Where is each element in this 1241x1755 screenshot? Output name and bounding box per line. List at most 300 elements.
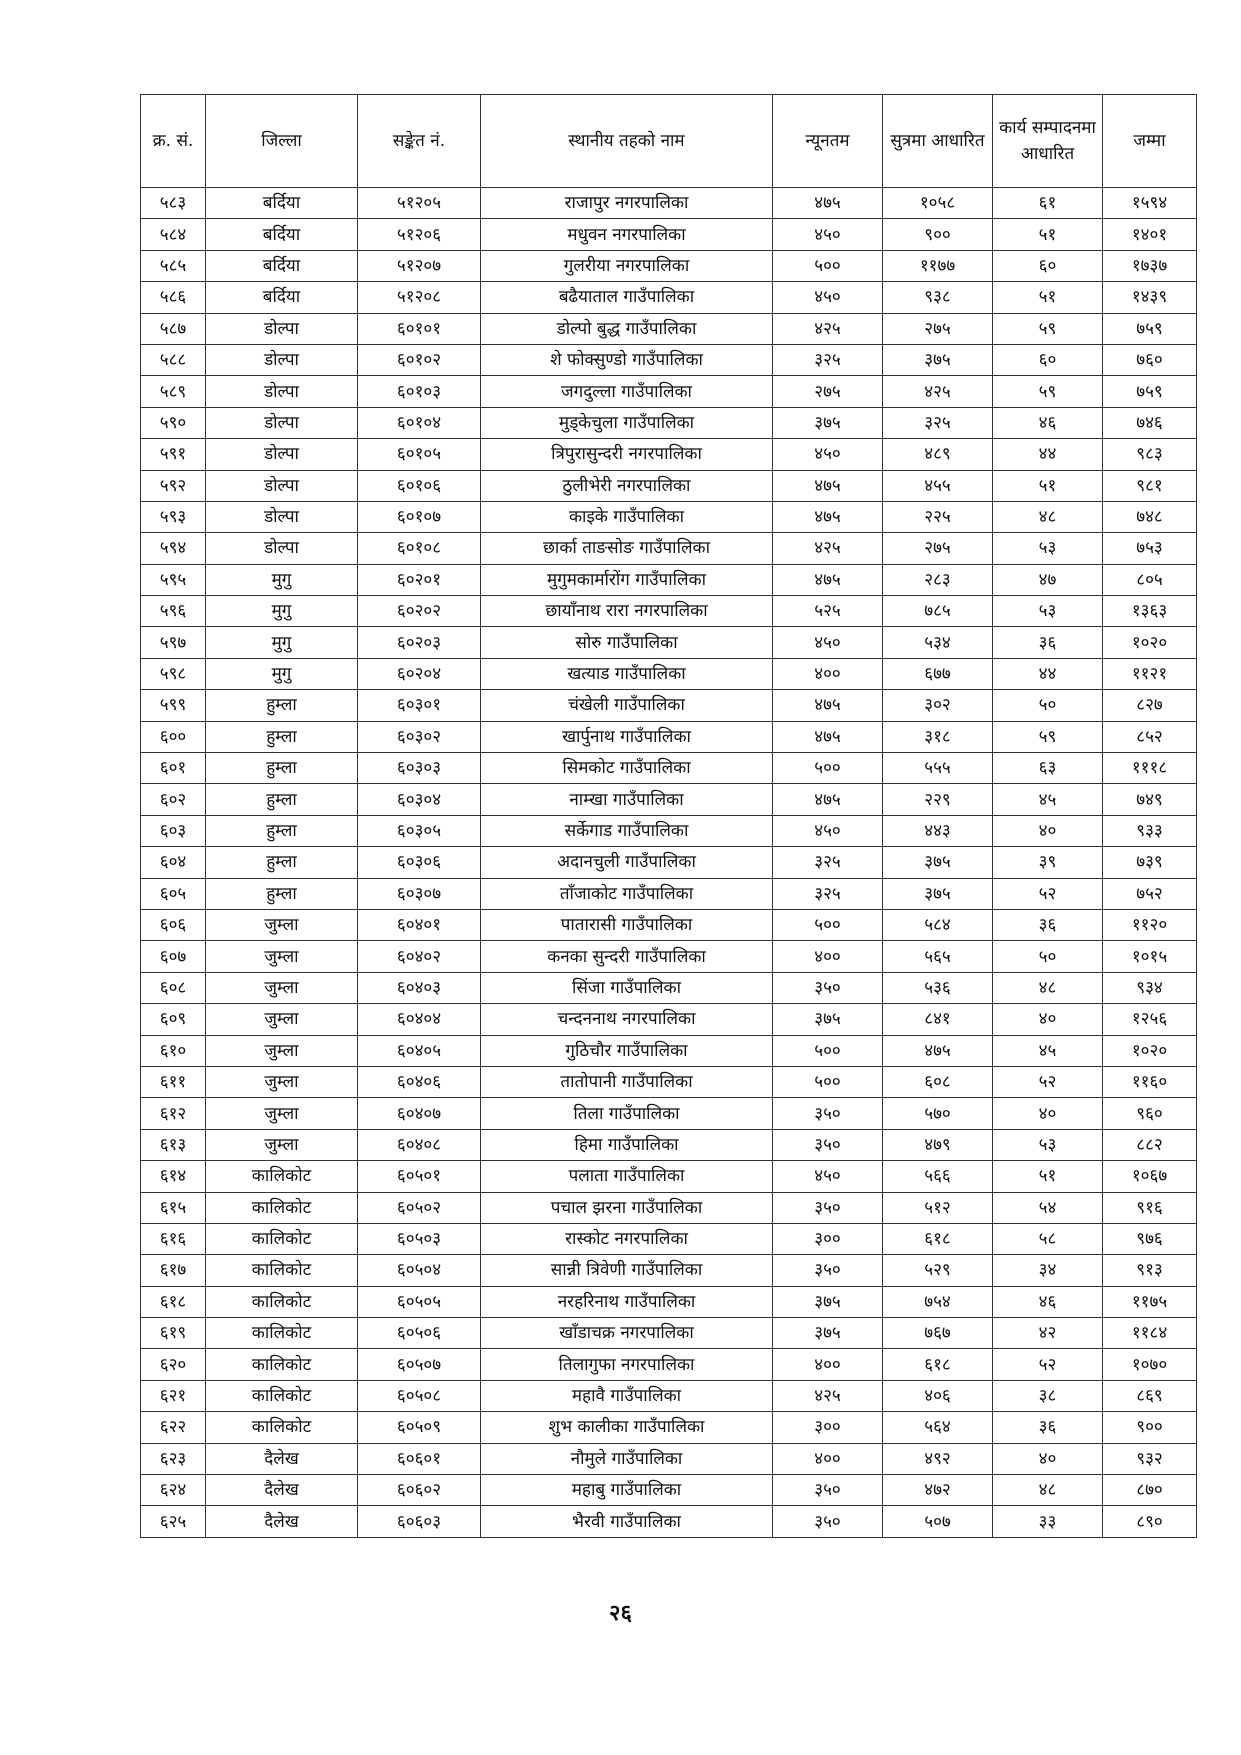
district-cell: मुगु bbox=[206, 658, 358, 689]
performance-based-cell: ३६ bbox=[993, 627, 1103, 658]
performance-based-cell: ४६ bbox=[993, 1286, 1103, 1317]
serial-cell: ६२५ bbox=[141, 1506, 206, 1537]
code-cell: ६०३०१ bbox=[358, 690, 481, 721]
code-cell: ६०२०२ bbox=[358, 596, 481, 627]
formula-based-cell: ५१२ bbox=[883, 1192, 993, 1223]
formula-based-cell: ९३८ bbox=[883, 282, 993, 313]
formula-based-cell: ५६४ bbox=[883, 1412, 993, 1443]
total-cell: ९१३ bbox=[1103, 1255, 1197, 1286]
performance-based-cell: ६३ bbox=[993, 753, 1103, 784]
local-level-name-cell: मधुवन नगरपालिका bbox=[481, 219, 773, 250]
local-level-name-cell: पचाल झरना गाउँपालिका bbox=[481, 1192, 773, 1223]
code-cell: ६०३०४ bbox=[358, 784, 481, 815]
col-header-local-level-name: स्थानीय तहको नाम bbox=[481, 95, 773, 188]
local-level-name-cell: चंखेली गाउँपालिका bbox=[481, 690, 773, 721]
col-header-code: सङ्केत नं. bbox=[358, 95, 481, 188]
formula-based-cell: ४४३ bbox=[883, 815, 993, 846]
code-cell: ५१२०६ bbox=[358, 219, 481, 250]
code-cell: ६०५०१ bbox=[358, 1161, 481, 1192]
formula-based-cell: ५३४ bbox=[883, 627, 993, 658]
serial-cell: ६०९ bbox=[141, 1004, 206, 1035]
code-cell: ६०४०३ bbox=[358, 972, 481, 1003]
table-row bbox=[141, 878, 1197, 909]
local-level-name-cell: ठुलीभेरी नगरपालिका bbox=[481, 470, 773, 501]
total-cell: १०२० bbox=[1103, 627, 1197, 658]
table-row bbox=[141, 344, 1197, 375]
district-cell: डोल्पा bbox=[206, 501, 358, 532]
table-row bbox=[141, 470, 1197, 501]
minimum-cell: ३५० bbox=[773, 972, 883, 1003]
formula-based-cell: २२९ bbox=[883, 784, 993, 815]
district-cell: बर्दिया bbox=[206, 188, 358, 219]
code-cell: ६०३०२ bbox=[358, 721, 481, 752]
serial-cell: ६१९ bbox=[141, 1318, 206, 1349]
total-cell: ८७० bbox=[1103, 1475, 1197, 1506]
formula-based-cell: ५६६ bbox=[883, 1161, 993, 1192]
minimum-cell: ३२५ bbox=[773, 344, 883, 375]
minimum-cell: ३७५ bbox=[773, 1286, 883, 1317]
minimum-cell: ३५० bbox=[773, 1506, 883, 1537]
formula-based-cell: ७६७ bbox=[883, 1318, 993, 1349]
code-cell: ६०१०५ bbox=[358, 439, 481, 470]
code-cell: ६०१०२ bbox=[358, 344, 481, 375]
code-cell: ६०५०३ bbox=[358, 1223, 481, 1254]
local-level-name-cell: मुगुमकार्मारोंग गाउँपालिका bbox=[481, 564, 773, 595]
performance-based-cell: ४८ bbox=[993, 972, 1103, 1003]
local-level-name-cell: त्रिपुरासुन्दरी नगरपालिका bbox=[481, 439, 773, 470]
code-cell: ५१२०७ bbox=[358, 250, 481, 281]
table-row bbox=[141, 1004, 1197, 1035]
formula-based-cell: २२५ bbox=[883, 501, 993, 532]
minimum-cell: २७५ bbox=[773, 376, 883, 407]
district-cell: कालिकोट bbox=[206, 1380, 358, 1411]
formula-based-cell: ३७५ bbox=[883, 344, 993, 375]
minimum-cell: ४७५ bbox=[773, 501, 883, 532]
local-level-name-cell: खाँडाचक्र नगरपालिका bbox=[481, 1318, 773, 1349]
total-cell: ७५९ bbox=[1103, 376, 1197, 407]
table-row bbox=[141, 501, 1197, 532]
district-cell: मुगु bbox=[206, 564, 358, 595]
performance-based-cell: ५९ bbox=[993, 376, 1103, 407]
minimum-cell: ४०० bbox=[773, 1349, 883, 1380]
district-cell: हुम्ला bbox=[206, 721, 358, 752]
local-level-name-cell: ताँजाकोट गाउँपालिका bbox=[481, 878, 773, 909]
district-cell: जुम्ला bbox=[206, 1098, 358, 1129]
serial-cell: ५९२ bbox=[141, 470, 206, 501]
minimum-cell: ३५० bbox=[773, 1255, 883, 1286]
minimum-cell: ४५० bbox=[773, 439, 883, 470]
formula-based-cell: ५३६ bbox=[883, 972, 993, 1003]
col-header-minimum: न्यूनतम bbox=[773, 95, 883, 188]
formula-based-cell: ४७२ bbox=[883, 1475, 993, 1506]
minimum-cell: ४७५ bbox=[773, 564, 883, 595]
total-cell: ७५९ bbox=[1103, 313, 1197, 344]
serial-cell: ६०१ bbox=[141, 753, 206, 784]
serial-cell: ५९५ bbox=[141, 564, 206, 595]
minimum-cell: ४५० bbox=[773, 1161, 883, 1192]
minimum-cell: ४७५ bbox=[773, 784, 883, 815]
performance-based-cell: ३६ bbox=[993, 909, 1103, 940]
formula-based-cell: ४५५ bbox=[883, 470, 993, 501]
formula-based-cell: ५७० bbox=[883, 1098, 993, 1129]
total-cell: १११८ bbox=[1103, 753, 1197, 784]
local-level-name-cell: राजापुर नगरपालिका bbox=[481, 188, 773, 219]
code-cell: ६०४०५ bbox=[358, 1035, 481, 1066]
total-cell: ८९० bbox=[1103, 1506, 1197, 1537]
serial-cell: ६११ bbox=[141, 1066, 206, 1097]
total-cell: ९१६ bbox=[1103, 1192, 1197, 1223]
total-cell: ९६० bbox=[1103, 1098, 1197, 1129]
minimum-cell: ३२५ bbox=[773, 878, 883, 909]
code-cell: ६०४०७ bbox=[358, 1098, 481, 1129]
formula-based-cell: ३२५ bbox=[883, 407, 993, 438]
code-cell: ६०१०८ bbox=[358, 533, 481, 564]
total-cell: ९३२ bbox=[1103, 1443, 1197, 1474]
local-level-name-cell: डोल्पो बुद्ध गाउँपालिका bbox=[481, 313, 773, 344]
minimum-cell: ४०० bbox=[773, 941, 883, 972]
table-row bbox=[141, 1475, 1197, 1506]
code-cell: ६०१०३ bbox=[358, 376, 481, 407]
total-cell: ९३४ bbox=[1103, 972, 1197, 1003]
formula-based-cell: ११७७ bbox=[883, 250, 993, 281]
code-cell: ६०२०४ bbox=[358, 658, 481, 689]
code-cell: ६०६०२ bbox=[358, 1475, 481, 1506]
local-level-name-cell: काइके गाउँपालिका bbox=[481, 501, 773, 532]
code-cell: ६०३०७ bbox=[358, 878, 481, 909]
local-level-name-cell: शुभ कालीका गाउँपालिका bbox=[481, 1412, 773, 1443]
local-level-name-cell: छायाँनाथ रारा नगरपालिका bbox=[481, 596, 773, 627]
table-row bbox=[141, 219, 1197, 250]
minimum-cell: ३५० bbox=[773, 1098, 883, 1129]
table-row bbox=[141, 1443, 1197, 1474]
table-row bbox=[141, 250, 1197, 281]
minimum-cell: ५०० bbox=[773, 1035, 883, 1066]
total-cell: १३६३ bbox=[1103, 596, 1197, 627]
formula-based-cell: ३१८ bbox=[883, 721, 993, 752]
code-cell: ६०३०५ bbox=[358, 815, 481, 846]
code-cell: ५१२०८ bbox=[358, 282, 481, 313]
serial-cell: ५८३ bbox=[141, 188, 206, 219]
table-row bbox=[141, 815, 1197, 846]
performance-based-cell: ६० bbox=[993, 344, 1103, 375]
table-row bbox=[141, 1255, 1197, 1286]
code-cell: ६०५०६ bbox=[358, 1318, 481, 1349]
table-row bbox=[141, 1318, 1197, 1349]
code-cell: ६०१०६ bbox=[358, 470, 481, 501]
local-level-name-cell: तिला गाउँपालिका bbox=[481, 1098, 773, 1129]
serial-cell: ५९७ bbox=[141, 627, 206, 658]
minimum-cell: ३०० bbox=[773, 1412, 883, 1443]
serial-cell: ६०० bbox=[141, 721, 206, 752]
performance-based-cell: ६१ bbox=[993, 188, 1103, 219]
total-cell: ९८३ bbox=[1103, 439, 1197, 470]
local-level-name-cell: सिमकोट गाउँपालिका bbox=[481, 753, 773, 784]
local-level-name-cell: कनका सुन्दरी गाउँपालिका bbox=[481, 941, 773, 972]
local-level-name-cell: मुड्केचुला गाउँपालिका bbox=[481, 407, 773, 438]
minimum-cell: ४५० bbox=[773, 815, 883, 846]
district-cell: कालिकोट bbox=[206, 1223, 358, 1254]
local-level-name-cell: छार्का ताङसोङ गाउँपालिका bbox=[481, 533, 773, 564]
formula-based-cell: ५८४ bbox=[883, 909, 993, 940]
code-cell: ६०२०३ bbox=[358, 627, 481, 658]
serial-cell: ६२० bbox=[141, 1349, 206, 1380]
local-level-name-cell: बढैयाताल गाउँपालिका bbox=[481, 282, 773, 313]
district-cell: कालिकोट bbox=[206, 1318, 358, 1349]
local-level-name-cell: खार्पुनाथ गाउँपालिका bbox=[481, 721, 773, 752]
code-cell: ५१२०५ bbox=[358, 188, 481, 219]
minimum-cell: ३५० bbox=[773, 1192, 883, 1223]
code-cell: ६०५०७ bbox=[358, 1349, 481, 1380]
district-cell: डोल्पा bbox=[206, 376, 358, 407]
minimum-cell: ४७५ bbox=[773, 188, 883, 219]
col-header-total: जम्मा bbox=[1103, 95, 1197, 188]
formula-based-cell: ४७९ bbox=[883, 1129, 993, 1160]
local-level-name-cell: तिलागुफा नगरपालिका bbox=[481, 1349, 773, 1380]
total-cell: ११६० bbox=[1103, 1066, 1197, 1097]
serial-cell: ५८९ bbox=[141, 376, 206, 407]
performance-based-cell: ५० bbox=[993, 941, 1103, 972]
minimum-cell: ३२५ bbox=[773, 847, 883, 878]
district-cell: कालिकोट bbox=[206, 1412, 358, 1443]
local-level-name-cell: रास्कोट नगरपालिका bbox=[481, 1223, 773, 1254]
total-cell: ७५२ bbox=[1103, 878, 1197, 909]
performance-based-cell: ५९ bbox=[993, 313, 1103, 344]
performance-based-cell: ४४ bbox=[993, 439, 1103, 470]
performance-based-cell: ५२ bbox=[993, 878, 1103, 909]
total-cell: १०७० bbox=[1103, 1349, 1197, 1380]
performance-based-cell: ५४ bbox=[993, 1192, 1103, 1223]
serial-cell: ५९४ bbox=[141, 533, 206, 564]
formula-based-cell: ४०६ bbox=[883, 1380, 993, 1411]
total-cell: ८०५ bbox=[1103, 564, 1197, 595]
formula-based-cell: ५६५ bbox=[883, 941, 993, 972]
performance-based-cell: ५० bbox=[993, 690, 1103, 721]
serial-cell: ५८८ bbox=[141, 344, 206, 375]
performance-based-cell: ५२ bbox=[993, 1066, 1103, 1097]
formula-based-cell: ९०० bbox=[883, 219, 993, 250]
table-row bbox=[141, 564, 1197, 595]
minimum-cell: ४७५ bbox=[773, 470, 883, 501]
local-level-name-cell: सोरु गाउँपालिका bbox=[481, 627, 773, 658]
table-row bbox=[141, 282, 1197, 313]
local-level-name-cell: गुलरीया नगरपालिका bbox=[481, 250, 773, 281]
performance-based-cell: ४८ bbox=[993, 1475, 1103, 1506]
serial-cell: ६२२ bbox=[141, 1412, 206, 1443]
local-level-name-cell: महाबु गाउँपालिका bbox=[481, 1475, 773, 1506]
table-row bbox=[141, 1506, 1197, 1537]
serial-cell: ६१३ bbox=[141, 1129, 206, 1160]
formula-based-cell: ५२९ bbox=[883, 1255, 993, 1286]
table-row bbox=[141, 941, 1197, 972]
total-cell: ८८२ bbox=[1103, 1129, 1197, 1160]
table-row bbox=[141, 721, 1197, 752]
performance-based-cell: ४० bbox=[993, 815, 1103, 846]
minimum-cell: ४५० bbox=[773, 219, 883, 250]
total-cell: १४३९ bbox=[1103, 282, 1197, 313]
table-row bbox=[141, 1380, 1197, 1411]
table-row bbox=[141, 784, 1197, 815]
table-row bbox=[141, 1066, 1197, 1097]
formula-based-cell: ७५४ bbox=[883, 1286, 993, 1317]
performance-based-cell: ४५ bbox=[993, 1035, 1103, 1066]
serial-cell: ६०६ bbox=[141, 909, 206, 940]
formula-based-cell: ६१८ bbox=[883, 1349, 993, 1380]
formula-based-cell: ४९२ bbox=[883, 1443, 993, 1474]
district-cell: कालिकोट bbox=[206, 1286, 358, 1317]
table-row bbox=[141, 1098, 1197, 1129]
district-cell: डोल्पा bbox=[206, 344, 358, 375]
minimum-cell: ४२५ bbox=[773, 533, 883, 564]
local-level-name-cell: भैरवी गाउँपालिका bbox=[481, 1506, 773, 1537]
serial-cell: ६१२ bbox=[141, 1098, 206, 1129]
district-cell: कालिकोट bbox=[206, 1161, 358, 1192]
table-row bbox=[141, 1286, 1197, 1317]
performance-based-cell: ५३ bbox=[993, 596, 1103, 627]
code-cell: ६०४०८ bbox=[358, 1129, 481, 1160]
total-cell: ७४६ bbox=[1103, 407, 1197, 438]
total-cell: ७४९ bbox=[1103, 784, 1197, 815]
total-cell: १४०१ bbox=[1103, 219, 1197, 250]
district-cell: बर्दिया bbox=[206, 219, 358, 250]
code-cell: ६०६०१ bbox=[358, 1443, 481, 1474]
table-row bbox=[141, 1129, 1197, 1160]
page-number: २६ bbox=[609, 1601, 632, 1626]
performance-based-cell: ५१ bbox=[993, 470, 1103, 501]
district-cell: बर्दिया bbox=[206, 250, 358, 281]
table-row bbox=[141, 313, 1197, 344]
serial-cell: ५८५ bbox=[141, 250, 206, 281]
table-row bbox=[141, 1035, 1197, 1066]
district-cell: डोल्पा bbox=[206, 533, 358, 564]
col-header-district: जिल्ला bbox=[206, 95, 358, 188]
serial-cell: ५८६ bbox=[141, 282, 206, 313]
total-cell: ७३९ bbox=[1103, 847, 1197, 878]
local-level-name-cell: महावै गाउँपालिका bbox=[481, 1380, 773, 1411]
code-cell: ६०४०६ bbox=[358, 1066, 481, 1097]
serial-cell: ५९८ bbox=[141, 658, 206, 689]
performance-based-cell: ४७ bbox=[993, 564, 1103, 595]
serial-cell: ६१६ bbox=[141, 1223, 206, 1254]
formula-based-cell: ६१८ bbox=[883, 1223, 993, 1254]
serial-cell: ६१७ bbox=[141, 1255, 206, 1286]
total-cell: ११७५ bbox=[1103, 1286, 1197, 1317]
total-cell: ११२० bbox=[1103, 909, 1197, 940]
serial-cell: ५९९ bbox=[141, 690, 206, 721]
performance-based-cell: ४२ bbox=[993, 1318, 1103, 1349]
performance-based-cell: ४० bbox=[993, 1443, 1103, 1474]
performance-based-cell: ३३ bbox=[993, 1506, 1103, 1537]
formula-based-cell: ४२५ bbox=[883, 376, 993, 407]
minimum-cell: ४५० bbox=[773, 627, 883, 658]
table-header-row bbox=[141, 95, 1197, 188]
serial-cell: ६०४ bbox=[141, 847, 206, 878]
minimum-cell: ३७५ bbox=[773, 1004, 883, 1035]
district-cell: बर्दिया bbox=[206, 282, 358, 313]
local-level-name-cell: हिमा गाउँपालिका bbox=[481, 1129, 773, 1160]
formula-based-cell: ४८९ bbox=[883, 439, 993, 470]
code-cell: ६०३०३ bbox=[358, 753, 481, 784]
minimum-cell: ३५० bbox=[773, 1475, 883, 1506]
district-cell: कालिकोट bbox=[206, 1192, 358, 1223]
serial-cell: ५८७ bbox=[141, 313, 206, 344]
formula-based-cell: २७५ bbox=[883, 313, 993, 344]
minimum-cell: ४०० bbox=[773, 658, 883, 689]
local-level-name-cell: पातारासी गाउँपालिका bbox=[481, 909, 773, 940]
local-level-name-cell: नाम्खा गाउँपालिका bbox=[481, 784, 773, 815]
total-cell: १०६७ bbox=[1103, 1161, 1197, 1192]
minimum-cell: ३५० bbox=[773, 1129, 883, 1160]
minimum-cell: ४७५ bbox=[773, 690, 883, 721]
formula-based-cell: ३०२ bbox=[883, 690, 993, 721]
district-cell: हुम्ला bbox=[206, 784, 358, 815]
district-cell: मुगु bbox=[206, 596, 358, 627]
formula-based-cell: ६७७ bbox=[883, 658, 993, 689]
table-row bbox=[141, 658, 1197, 689]
district-cell: मुगु bbox=[206, 627, 358, 658]
serial-cell: ६१४ bbox=[141, 1161, 206, 1192]
local-level-name-cell: नरहरिनाथ गाउँपालिका bbox=[481, 1286, 773, 1317]
district-cell: कालिकोट bbox=[206, 1349, 358, 1380]
district-cell: दैलेख bbox=[206, 1475, 358, 1506]
code-cell: ६०३०६ bbox=[358, 847, 481, 878]
performance-based-cell: ४० bbox=[993, 1004, 1103, 1035]
local-level-name-cell: नौमुले गाउँपालिका bbox=[481, 1443, 773, 1474]
table-row bbox=[141, 972, 1197, 1003]
performance-based-cell: ३९ bbox=[993, 847, 1103, 878]
table-row bbox=[141, 690, 1197, 721]
performance-based-cell: ५१ bbox=[993, 282, 1103, 313]
table-row bbox=[141, 847, 1197, 878]
local-level-name-cell: चन्दननाथ नगरपालिका bbox=[481, 1004, 773, 1035]
formula-based-cell: ३७५ bbox=[883, 847, 993, 878]
minimum-cell: ४०० bbox=[773, 1443, 883, 1474]
district-cell: दैलेख bbox=[206, 1443, 358, 1474]
table-row bbox=[141, 753, 1197, 784]
total-cell: ११२१ bbox=[1103, 658, 1197, 689]
local-level-name-cell: सर्केगाड गाउँपालिका bbox=[481, 815, 773, 846]
district-cell: दैलेख bbox=[206, 1506, 358, 1537]
table-row bbox=[141, 533, 1197, 564]
minimum-cell: ५०० bbox=[773, 909, 883, 940]
total-cell: १०२० bbox=[1103, 1035, 1197, 1066]
performance-based-cell: ५१ bbox=[993, 219, 1103, 250]
minimum-cell: ४५० bbox=[773, 282, 883, 313]
minimum-cell: ४७५ bbox=[773, 721, 883, 752]
formula-based-cell: १०५८ bbox=[883, 188, 993, 219]
performance-based-cell: ५२ bbox=[993, 1349, 1103, 1380]
performance-based-cell: ४० bbox=[993, 1098, 1103, 1129]
serial-cell: ६१८ bbox=[141, 1286, 206, 1317]
table-row bbox=[141, 188, 1197, 219]
minimum-cell: ३७५ bbox=[773, 1318, 883, 1349]
col-header-performance-based: कार्य सम्पादनमा आधारित bbox=[993, 95, 1103, 188]
local-level-name-cell: अदानचुली गाउँपालिका bbox=[481, 847, 773, 878]
local-level-name-cell: सिंजा गाउँपालिका bbox=[481, 972, 773, 1003]
table-row bbox=[141, 596, 1197, 627]
serial-cell: ६०५ bbox=[141, 878, 206, 909]
district-cell: जुम्ला bbox=[206, 1004, 358, 1035]
performance-based-cell: ४८ bbox=[993, 501, 1103, 532]
total-cell: ९८१ bbox=[1103, 470, 1197, 501]
total-cell: १७३७ bbox=[1103, 250, 1197, 281]
district-cell: डोल्पा bbox=[206, 407, 358, 438]
minimum-cell: ५२५ bbox=[773, 596, 883, 627]
district-cell: जुम्ला bbox=[206, 972, 358, 1003]
district-cell: जुम्ला bbox=[206, 941, 358, 972]
serial-cell: ५९० bbox=[141, 407, 206, 438]
table-row bbox=[141, 1349, 1197, 1380]
total-cell: १२५६ bbox=[1103, 1004, 1197, 1035]
